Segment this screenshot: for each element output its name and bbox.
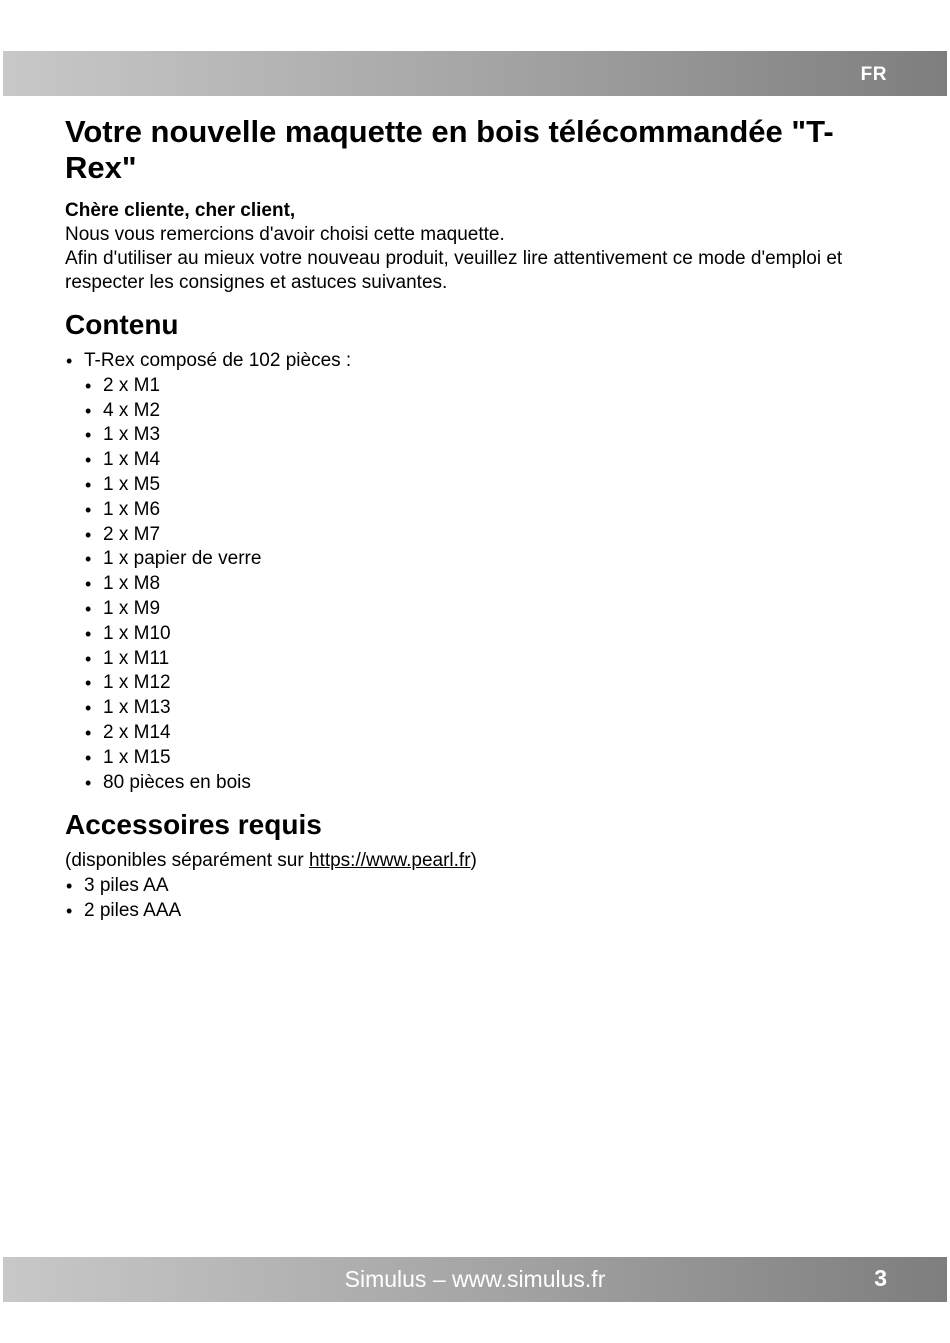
header-bar: [3, 51, 947, 96]
list-item: • 1 x M11: [84, 647, 885, 672]
page-title: Votre nouvelle maquette en bois télécommandée "T-Rex": [65, 114, 834, 185]
list-item: • 1 x M13: [84, 696, 885, 721]
pearl-link[interactable]: https://www.pearl.fr: [308, 850, 471, 872]
accessories-note: [65, 849, 885, 874]
greeting: Chère cliente, cher client,: [65, 200, 296, 221]
list-item: • 80 pièces en bois: [84, 771, 885, 796]
list-item: • 1 x M15: [84, 746, 885, 771]
accessories-note-prefix: (disponibles séparément sur: [65, 850, 309, 872]
list-item: • 1 x M8: [84, 572, 885, 597]
list-item: • 2 x M7: [84, 523, 885, 548]
list-item: • 1 x M12: [84, 671, 885, 696]
list-item: • 2 piles AAA: [65, 899, 885, 924]
language-label: FR: [860, 64, 887, 85]
footer-bar: [3, 1257, 947, 1302]
list-item: • 1 x M4: [84, 448, 885, 473]
intro-line-2: Afin d'utiliser au mieux votre nouveau produit, veuillez lire attentivement ce mode d'emploi et respecter les consignes et astuces suivantes.: [65, 248, 843, 293]
footer-text: Simulus – www.simulus.fr: [344, 1266, 606, 1292]
page-content: [65, 114, 885, 924]
list-item: • 1 x M3: [84, 423, 885, 448]
list-item: • 1 x M9: [84, 597, 885, 622]
accessories-note-suffix: ): [470, 850, 477, 872]
list-item: • 2 x M1: [84, 374, 885, 399]
intro-line-1: Nous vous remercions d'avoir choisi cette maquette.: [65, 224, 505, 245]
list-item: • 1 x M5: [84, 473, 885, 498]
contents-main-item: • T-Rex composé de 102 pièces :: [65, 349, 885, 374]
list-item: • 1 x M6: [84, 498, 885, 523]
contents-list: [65, 349, 885, 374]
accessories-list: [65, 874, 885, 924]
list-item: • 1 x papier de verre: [84, 547, 885, 572]
contents-sub-list: [65, 374, 885, 796]
page-number: 3: [874, 1265, 887, 1291]
list-item: • 1 x M10: [84, 622, 885, 647]
list-item: • 2 x M14: [84, 721, 885, 746]
list-item: • 4 x M2: [84, 399, 885, 424]
list-item: • 3 piles AA: [65, 874, 885, 899]
accessories-heading: Accessoires requis: [65, 809, 322, 841]
contents-heading: Contenu: [65, 309, 179, 340]
